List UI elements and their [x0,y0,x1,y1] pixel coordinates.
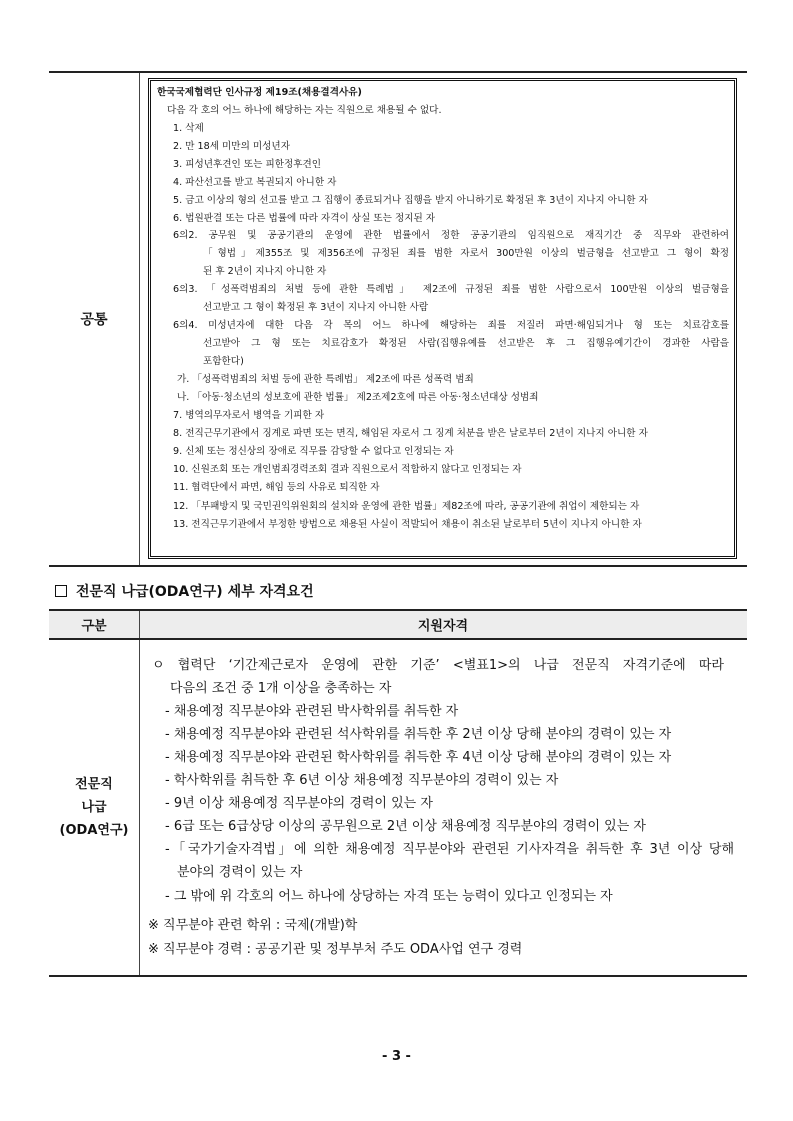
item-6-3-line1: 6의3. 「성폭력범죄의 처벌 등에 관한 특례법」 제2조에 규정된 죄를 범한 사람으로서 100만원 이상의 벌금형을 [173,284,729,295]
regulation-title: 한국국제협력단 인사규정 제19조(채용결격사유) [157,87,362,98]
qual-item-2: - 채용예정 직무분야와 관련된 석사학위를 취득한 후 2년 이상 당해 분야의 경력이 있는 자 [165,727,672,742]
item-6-4-line1: 6의4. 미성년자에 대한 다음 각 목의 어느 하나에 해당하는 죄를 저질러 파면·해임되거나 형 또는 치료감호를 [173,320,729,331]
qual-item-3: - 채용예정 직무분야와 관련된 학사학위를 취득한 후 4년 이상 당해 분야의 경력이 있는 자 [165,750,672,765]
item-1: 1. 삭제 [173,123,204,134]
item-9: 9. 신체 또는 정신상의 장애로 직무를 감당할 수 없다고 인정되는 자 [173,446,454,457]
qual-item-5: - 9년 이상 채용예정 직무분야의 경력이 있는 자 [165,796,433,811]
qual-item-7-line2: 분야의 경력이 있는 자 [177,865,303,880]
item-10: 10. 신원조회 또는 개인범죄경력조회 결과 직원으로서 적합하지 않다고 인정되는 자 [173,464,522,475]
qual-item-7-line1: -「국가기술자격법」에 의한 채용예정 직무분야와 관련된 기사자격을 취득한 후 3년 이상 당해 [165,842,734,857]
item-5: 5. 금고 이상의 형의 선고를 받고 그 집행이 종료되거나 집행을 받지 아니하기로 확정된 후 3년이 지나지 아니한 자 [173,195,648,206]
qual-line-2: 다음의 조건 중 1개 이상을 충족하는 자 [170,681,392,696]
common-label: 공통 [49,73,140,565]
item-8: 8. 전직근무기관에서 징계로 파면 또는 면직, 해임된 자로서 그 징계 처분을 받은 날로부터 2년이 지나지 아니한 자 [173,428,648,439]
header-qualification: 지원자격 [417,619,469,634]
qualification-cell [139,640,747,975]
qual-item-4: - 학사학위를 취득한 후 6년 이상 채용예정 직무분야의 경력이 있는 자 [165,773,559,788]
qual-item-8: - 그 밖에 위 각호의 어느 하나에 상당하는 자격 또는 능력이 있다고 인정되는 자 [165,889,613,904]
item-6-4-line2: 선고받아 그 형 또는 치료감호가 확정된 사람(집행유예를 선고받은 후 그 집행유예기간이 경과한 사람을 [203,338,729,349]
item-6-2-line3: 된 후 2년이 지나지 아니한 자 [203,266,327,277]
category-line-2: 나급 [81,800,107,815]
item-2: 2. 만 18세 미만의 미성년자 [173,141,290,152]
disqualification-table [49,71,747,567]
qual-item-1: - 채용예정 직무분야와 관련된 박사학위를 취득한 자 [165,704,459,719]
item-3: 3. 피성년후견인 또는 피한정후견인 [173,159,322,170]
category-line-1: 전문직 [75,777,113,792]
disqualification-content-cell [139,73,747,565]
qualification-table [49,609,747,977]
regulation-intro: 다음 각 호의 어느 하나에 해당하는 자는 직원으로 채용될 수 없다. [167,105,442,116]
note-degree: ※ 직무분야 관련 학위 : 국제(개발)학 [148,918,358,933]
note-career: ※ 직무분야 경력 : 공공기관 및 정부부처 주도 ODA사업 연구 경력 [148,942,523,957]
category-line-3: (ODA연구) [59,823,129,838]
item-6-2-line2: 「형법」제355조 및 제356조에 규정된 죄를 범한 자로서 300만원 이상의 벌금형을 선고받고 그 형이 확정 [203,248,729,259]
item-6-4-ga: 가. 「성폭력범죄의 처벌 등에 관한 특례법」 제2조에 따른 성폭력 범죄 [177,374,474,385]
item-6: 6. 법원판결 또는 다른 법률에 따라 자격이 상실 또는 정지된 자 [173,213,436,224]
header-category: 구분 [49,611,140,638]
section-heading-text: 전문직 나급(ODA연구) 세부 자격요건 [76,584,314,600]
item-6-3-line2: 선고받고 그 형이 확정된 후 3년이 지나지 아니한 사람 [203,302,429,313]
section-heading [55,581,314,601]
category-cell [49,640,140,975]
page-number: - 3 - [382,1049,411,1064]
regulation-box [148,78,737,559]
item-4: 4. 파산선고를 받고 복권되지 아니한 자 [173,177,337,188]
qual-item-6: - 6급 또는 6급상당 이상의 공무원으로 2년 이상 채용예정 직무분야의 경력이 있는 자 [165,819,646,834]
checkbox-square-icon [55,585,67,597]
qual-line-1: ㅇ 협력단 ‘기간제근로자 운영에 관한 기준’ <별표1>의 나급 전문직 자격기준에 따라 [152,658,724,673]
item-12: 12. 「부패방지 및 국민권익위원회의 설치와 운영에 관한 법률」제82조에 따라, 공공기관에 취업이 제한되는 자 [173,501,640,512]
qualification-table-header [49,611,747,640]
item-6-4-na: 나. 「아동·청소년의 성보호에 관한 법률」 제2조제2호에 따른 아동·청소년대상 성범죄 [177,392,539,403]
item-13: 13. 전직근무기관에서 부정한 방법으로 채용된 사실이 적발되어 채용이 취소된 날로부터 5년이 지나지 아니한 자 [173,519,642,530]
item-11: 11. 협력단에서 파면, 해임 등의 사유로 퇴직한 자 [173,482,380,493]
item-7: 7. 병역의무자로서 병역을 기피한 자 [173,410,325,421]
item-6-2-line1: 6의2. 공무원 및 공공기관의 운영에 관한 법률에서 정한 공공기관의 임직원으로 재직기간 중 직무와 관련하여 [173,230,729,241]
item-6-4-line3: 포함한다) [203,356,244,367]
